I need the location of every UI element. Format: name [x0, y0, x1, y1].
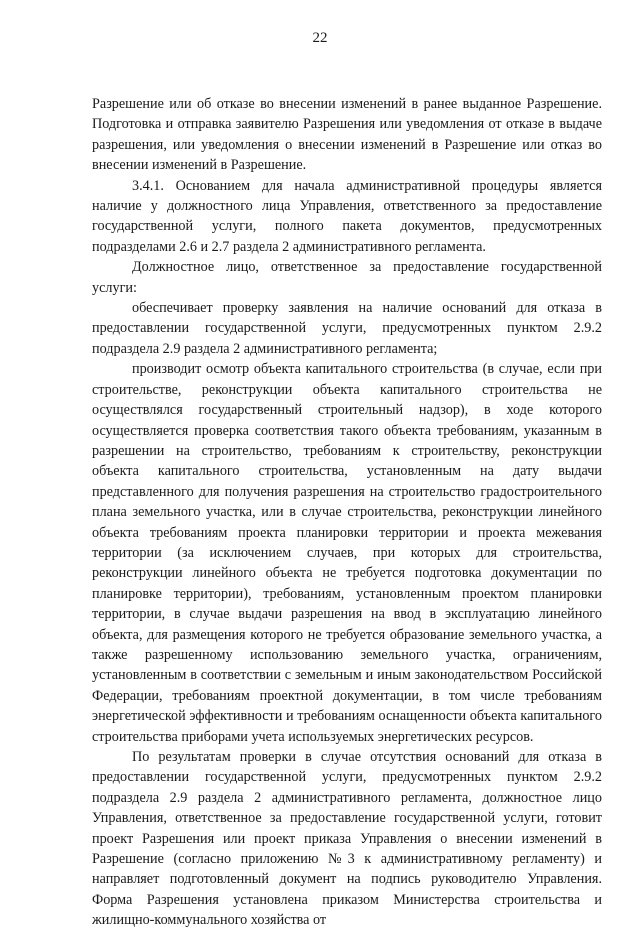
- paragraph-4: обеспечивает проверку заявления на наличие оснований для отказа в предоставлении государственной услуги, предусмотренных пунктом 2.9.2 подраздела 2.9 раздела 2 административного регламента;: [92, 300, 602, 357]
- paragraph-5: производит осмотр объекта капитального строительства (в случае, если при строительстве, реконструкции объекта капитального строительства не осуществлялся государственный строительный надзор), в ходе которого осуществляется проверка соответствия такого объекта требованиям, указанным в разрешении на строительство, требованиям к строительству, реконструкции объекта капитального строительства, установленным на дату выдачи представленного для получения разрешения на строительство градостроительного плана земельного участка, или в случае строительства, реконструкции линейного объекта требованиям проекта планировки территории и проекта межевания территории (за исключением случаев, при которых для строительства, реконструкции линейного объекта не требуется подготовка документации по планировке территории), требованиям, установленным проектом планировки территории, в случае выдачи разрешения на ввод в эксплуатацию линейного объекта, для размещения которого не требуется образование земельного участка, а также разрешенному использованию земельного участка, ограничениям, установленным в соответствии с земельным и иным законодательством Российской Федерации, требованиям проектной документации, в том числе требованиям энергетической эффективности и требованиям оснащенности объекта капитального строительства приборами учета используемых энергетических ресурсов.: [92, 361, 602, 745]
- paragraph-6: По результатам проверки в случае отсутствия оснований для отказа в предоставлении государственной услуги, предусмотренных пунктом 2.9.2 подраздела 2.9 раздела 2 административного регламента, должностное лицо Управления, ответственное за предоставление государственной услуги, готовит проект Разрешения или проект приказа Управления о внесении изменений в Разрешение (согласно приложению №3 к административному регламенту) и направляет подготовленный документ на подпись руководителю Управления. Форма Разрешения установлена приказом Министерства строительства и жилищно-коммунального хозяйства от: [92, 749, 602, 929]
- paragraph-1: Разрешение или об отказе во внесении изменений в ранее выданное Разрешение. Подготовка и отправка заявителю Разрешения или уведомления от отказе в выдаче разрешения, или уведомления о внесении изменений в Разрешение или отказ во внесении изменений в Разрешение.: [92, 96, 602, 174]
- paragraph-2: 3.4.1. Основанием для начала административной процедуры является наличие у должностного лица Управления, ответственного за предоставление государственной услуги, полного пакета документов, предусмотренных подразделами 2.6 и 2.7 раздела 2 административного регламента.: [92, 177, 602, 255]
- paragraph-3: Должностное лицо, ответственное за предоставление государственной услуги:: [92, 259, 602, 296]
- document-body: [92, 94, 602, 931]
- page-number: 22: [312, 30, 328, 46]
